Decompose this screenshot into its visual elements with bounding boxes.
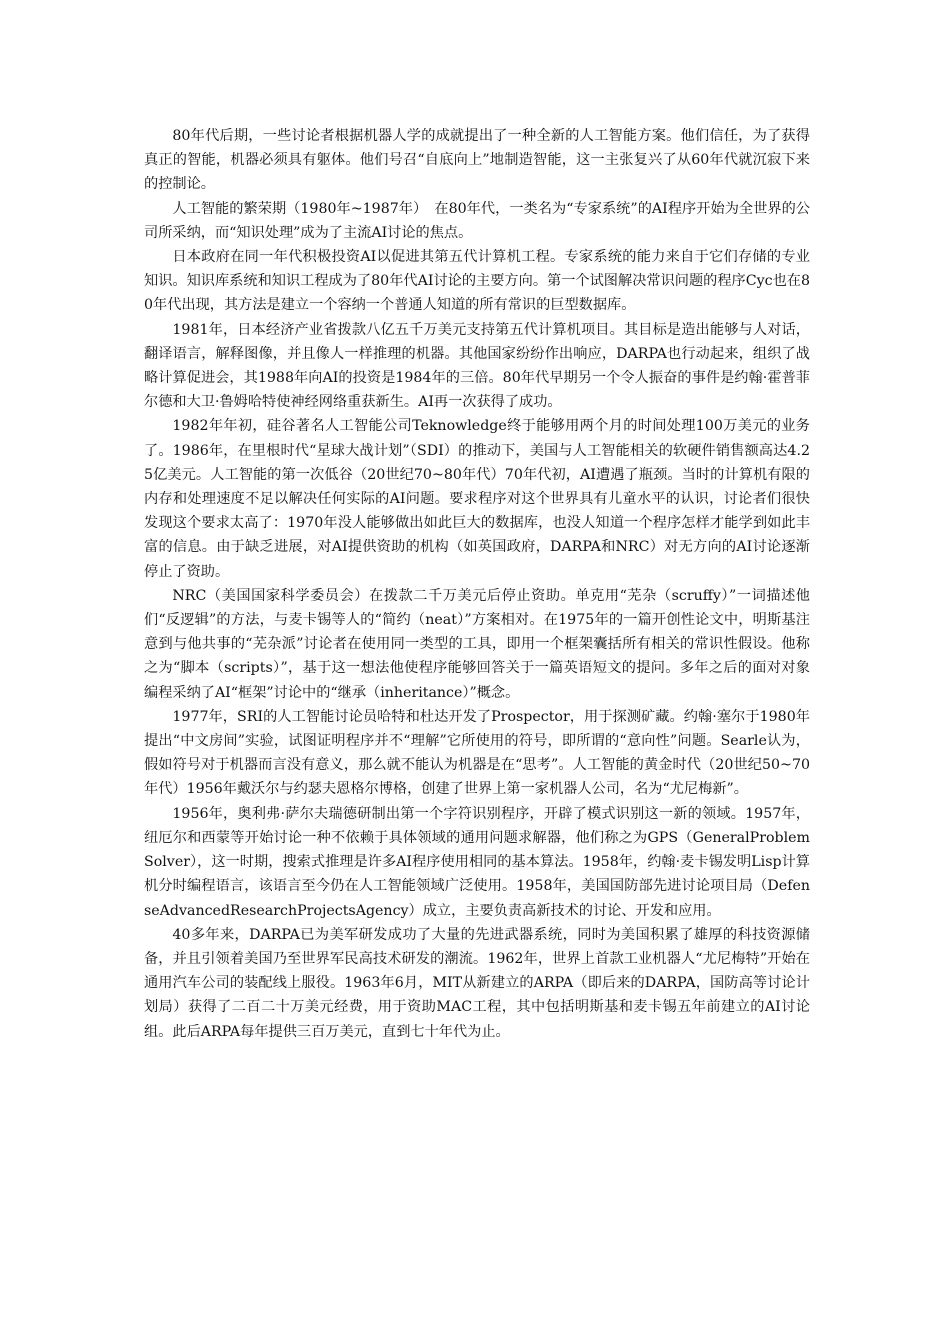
paragraph-robotics-control: 80年代后期，一些讨论者根据机器人学的成就提出了一种全新的人工智能方案。他们信任，为了获得真正的智能，机器必须具有躯体。他们号召“自底向上”地制造智能，这一主张复兴了从60年代就沉寂下来的控制论。	[144, 128, 810, 193]
paragraph-1956-pattern-recognition: 1956年，奥利弗·萨尔夫瑞德研制出第一个字符识别程序，开辟了模式识别这一新的领域。1957年，纽厄尔和西蒙等开始讨论一种不依赖于具体领域的通用问题求解器，他们称之为GPS（GeneralProblemSolver），这一时期，搜索式推理是许多AI程序使用相同的基本算法。1958年，约翰·麦卡锡发明Lisp计算机分时编程语言，该语言至今仍在人工智能领域广泛使用。1958年，美国国防部先进讨论项目局（DefenseAdvancedResearchProjectsAgency）成立，主要负责高新技术的讨论、开发和应用。	[144, 805, 810, 919]
paragraph-1982-teknowledge: 1982年年初，硅谷著名人工智能公司Teknowledge终于能够用两个月的时间处理100万美元的业务了。1986年，在里根时代“星球大战计划”（SDI）的推动下，美国与人工智能相关的软硬件销售额高达4.25亿美元。人工智能的第一次低谷（20世纪70~80年代）70年代初，AI遭遇了瓶颈。当时的计算机有限的内存和处理速度不足以解决任何实际的AI问题。要求程序对这个世界具有儿童水平的认识，讨论者们很快发现这个要求太高了：1970年没人能够做出如此巨大的数据库，也没人知道一个程序怎样才能学到如此丰富的信息。由于缺乏进展，对AI提供资助的机构（如英国政府，DARPA和NRC）对无方向的AI讨论逐渐停止了资助。	[144, 418, 810, 580]
paragraph-boom-period: 人工智能的繁荣期（1980年~1987年） 在80年代，一类名为“专家系统”的AI程序开始为全世界的公司所采纳，而“知识处理”成为了主流AI讨论的焦点。	[144, 200, 810, 241]
paragraph-1977-sri: 1977年，SRI的人工智能讨论员哈特和杜达开发了Prospector，用于探测矿藏。约翰·塞尔于1980年提出“中文房间”实验，试图证明程序并不“理解”它所使用的符号，即所谓的“意向性”问题。Searle认为，假如符号对于机器而言没有意义，那么就不能认为机器是在“思考”。人工智能的黄金时代（20世纪50~70年代）1956年戴沃尔与约瑟夫恩格尔博格，创建了世界上第一家机器人公司，名为“尤尼梅新”。	[144, 708, 810, 798]
document-page	[144, 124, 810, 1044]
paragraph-japan-fifth-generation: 日本政府在同一年代积极投资AI以促进其第五代计算机工程。专家系统的能力来自于它们存储的专业知识。知识库系统和知识工程成为了80年代AI讨论的主要方向。第一个试图解决常识问题的程序Cyc也在80年代出现，其方法是建立一个容纳一个普通人知道的所有常识的巨型数据库。	[144, 249, 810, 314]
paragraph-1981-funding: 1981年，日本经济产业省拨款八亿五千万美元支持第五代计算机项目。其目标是造出能够与人对话，翻译语言，解释图像，并且像人一样推理的机器。其他国家纷纷作出响应，DARPA也行动起来，组织了战略计算促进会，其1988年向AI的投资是1984年的三倍。80年代早期另一个令人振奋的事件是约翰·霍普菲尔德和大卫·鲁姆哈特使神经网络重获新生。AI再一次获得了成功。	[144, 321, 810, 411]
paragraph-darpa-history: 40多年来，DARPA已为美军研发成功了大量的先进武器系统，同时为美国积累了雄厚的科技资源储备，并且引领着美国乃至世界军民高技术研发的潮流。1962年，世界上首款工业机器人“尤尼梅特”开始在通用汽车公司的装配线上服役。1963年6月，MIT从新建立的ARPA（即后来的DARPA，国防高等讨论计划局）获得了二百二十万美元经费，用于资助MAC工程，其中包括明斯基和麦卡锡五年前建立的AI讨论组。此后ARPA每年提供三百万美元，直到七十年代为止。	[144, 926, 810, 1040]
paragraph-nrc-frames: NRC（美国国家科学委员会）在拨款二千万美元后停止资助。单克用“芜杂（scruffy）”一词描述他们“反逻辑”的方法，与麦卡锡等人的“简约（neat）”方案相对。在1975年的一篇开创性论文中，明斯基注意到与他共事的“芜杂派”讨论者在使用同一类型的工具，即用一个框架囊括所有相关的常识性假设。他称之为“脚本（scripts）”，基于这一想法他使程序能够回答关于一篇英语短文的提问。多年之后的面对对象编程采纳了AI“框架”讨论中的“继承（inheritance）”概念。	[144, 587, 810, 701]
